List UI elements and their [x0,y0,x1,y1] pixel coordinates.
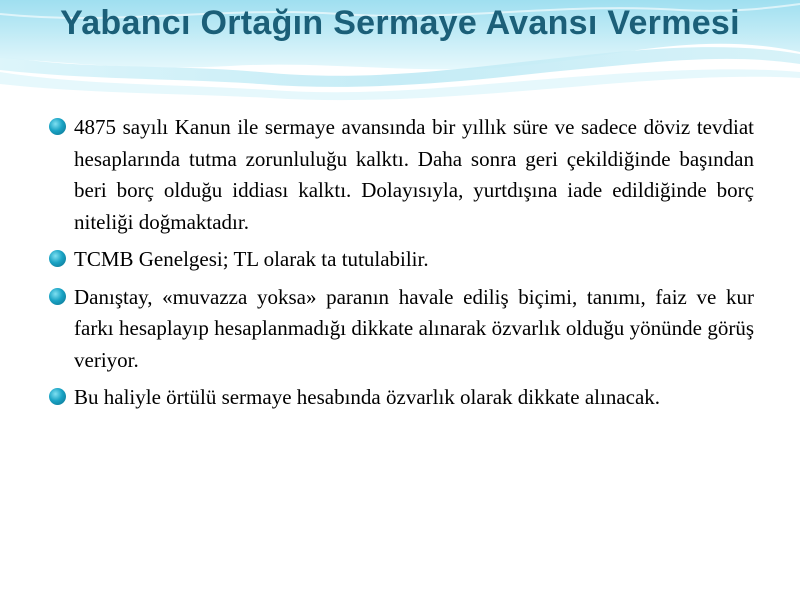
bullet-text: TCMB Genelgesi; TL olarak ta tutulabilir. [74,247,429,271]
bullet-text: 4875 sayılı Kanun ile sermaye avansında bir yıllık süre ve sadece döviz tevdiat hesaplarında tutma zorunluluğu kalktı. Daha sonra geri çekildiğinde başından beri borç olduğu iddiası kalktı. Dolayısıyla, yurtdışına iade edildiğinde borç niteliği doğmaktadır. [74,115,754,234]
bullet-dot-icon [49,118,66,135]
bullet-dot-icon [49,250,66,267]
bullet-item [48,382,754,414]
bullet-text: Danıştay, «muvazza yoksa» paranın havale ediliş biçimi, tanımı, faiz ve kur farkı hesaplayıp hesaplanmadığı dikkate alınarak özvarlık olduğu yönünde görüş veriyor. [74,284,754,372]
bullet-dot-icon [49,388,66,405]
bullet-item [48,244,754,276]
bullet-dot-icon [49,288,66,305]
slide-title: Yabancı Ortağın Sermaye Avansı Vermesi [60,4,740,42]
bullet-item [48,282,754,377]
bullet-list [48,112,754,420]
bullet-item [48,112,754,238]
bullet-text: Bu haliyle örtülü sermaye hesabında özvarlık olarak dikkate alınacak. [74,385,661,409]
